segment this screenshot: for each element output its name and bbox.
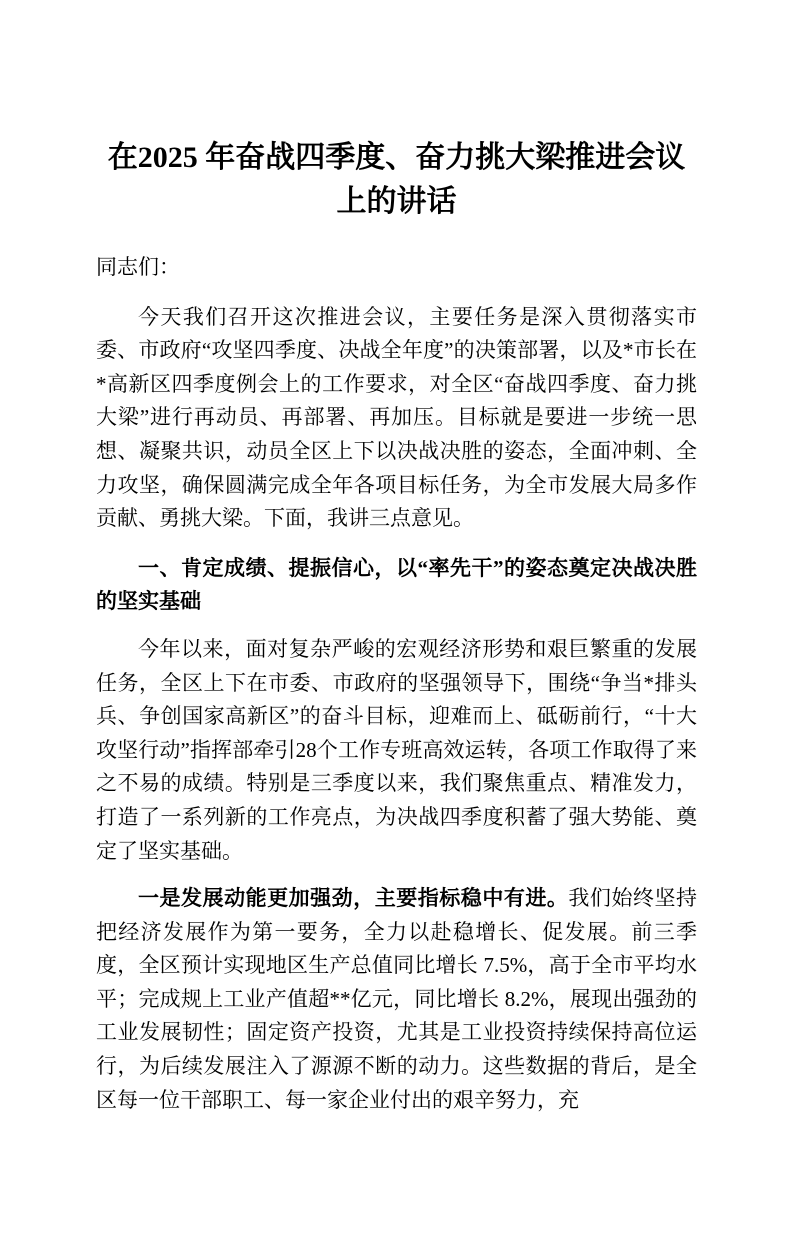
document-title: 在2025 年奋战四季度、奋力挑大梁推进会议上的讲话: [107, 141, 686, 218]
point-1-body: 我们始终坚持把经济发展作为第一要务，全力以赴稳增长、促发展。前三季度，全区预计实现地区生产总值同比增长 7.5%，高于全市平均水平；完成规上工业产值超**亿元，同比增长 8.2%，展现出强劲的工业发展韧性；固定资产投资，尤其是工业投资持续保持高位运行，为后续发展注入了源源不断的动力。这些数据的背后，是全区每一位干部职工、每一家企业付出的艰辛努力，充: [96, 886, 698, 1112]
point-1-lead: 一是发展动能更加强劲，主要指标稳中有进。: [138, 886, 569, 911]
paragraph-point-1: [96, 882, 697, 1117]
paragraph-section1: 今年以来，面对复杂严峻的宏观经济形势和艰巨繁重的发展任务，全区上下在市委、市政府的坚强领导下，围绕“争当*排头兵、争创国家高新区”的奋斗目标，迎难而上、砥砺前行，“十大攻坚行动”指挥部牵引28个工作专班高效运转，各项工作取得了来之不易的成绩。特别是三季度以来，我们聚焦重点、精准发力，打造了一系列新的工作亮点，为决战四季度积蓄了强大势能、奠定了坚实基础。: [96, 636, 697, 863]
salutation: 同志们：: [96, 255, 180, 279]
paragraph-intro: 今天我们召开这次推进会议，主要任务是深入贯彻落实市委、市政府“攻坚四季度、决战全年度”的决策部署，以及*市长在*高新区四季度例会上的工作要求，对全区“奋战四季度、奋力挑大梁”进行再动员、再部署、再加压。目标就是要进一步统一思想、凝聚共识，动员全区上下以决战决胜的姿态，全面冲刺、全力攻坚，确保圆满完成全年各项目标任务，为全市发展大局多作贡献、勇挑大梁。下面，我讲三点意见。: [96, 304, 697, 531]
section-heading-1: 一、肯定成绩、提振信心，以“率先干”的姿态奠定决战决胜的坚实基础: [96, 555, 697, 614]
